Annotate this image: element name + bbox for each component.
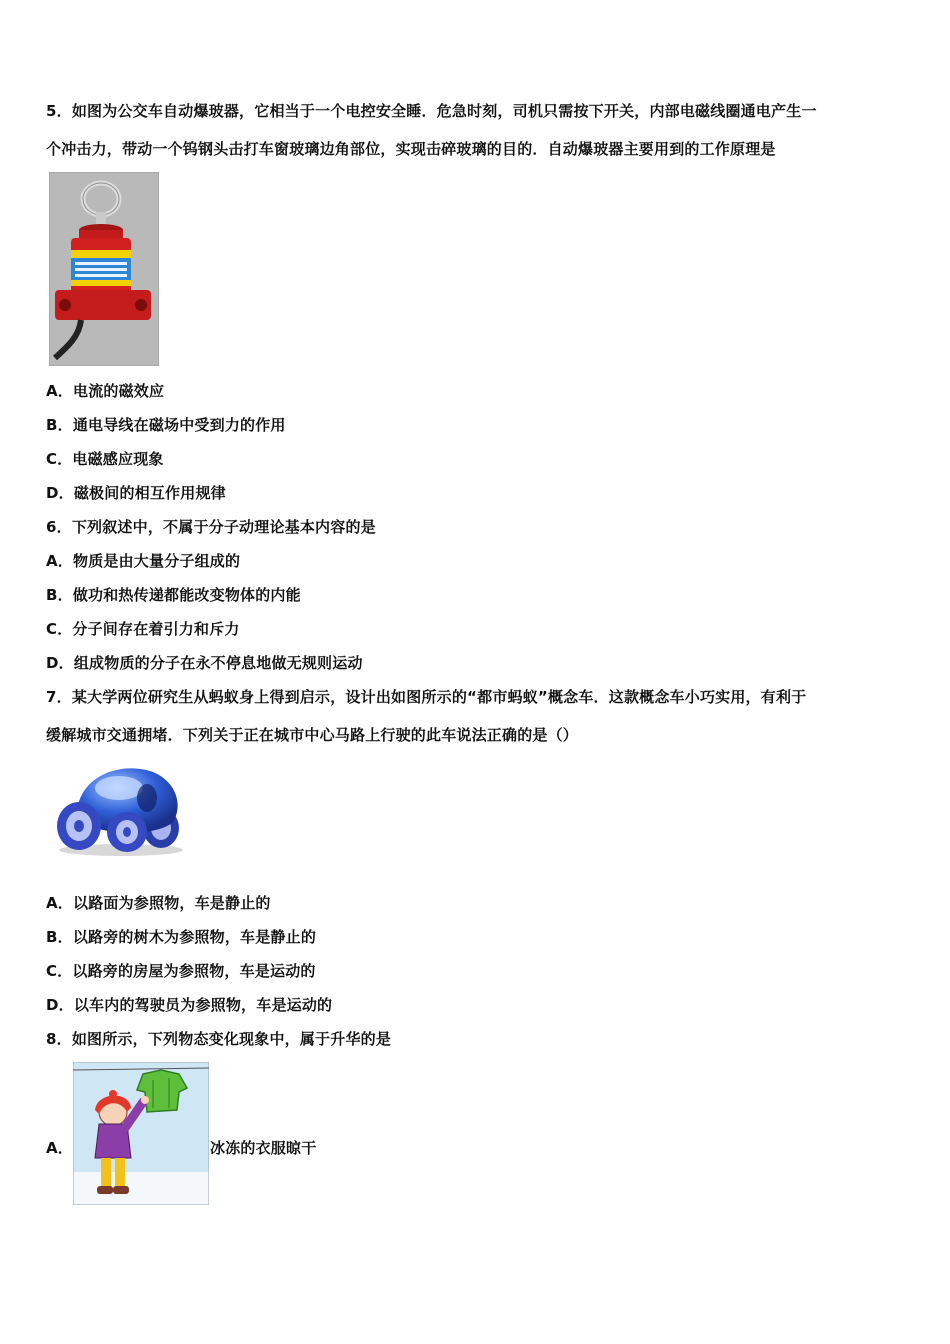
q5-option-d: D．磁极间的相互作用规律: [46, 484, 226, 502]
q5-option-a: A．电流的磁效应: [46, 382, 165, 400]
bus-window-breaker-image: [49, 172, 159, 366]
q7-option-d: D．以车内的驾驶员为参照物，车是运动的: [46, 996, 333, 1014]
q5-option-c: C．电磁感应现象: [46, 450, 164, 468]
frozen-clothes-drying-image: [73, 1062, 209, 1205]
q5-stem-line1: 5．如图为公交车自动爆玻器，它相当于一个电控安全睡．危急时刻，司机只需按下开关，内部电磁线圈通电产生一: [46, 102, 817, 120]
q6-option-c: C．分子间存在着引力和斥力: [46, 620, 240, 638]
q5-stem-line2: 个冲击力，带动一个钨钢头击打车窗玻璃边角部位，实现击碎玻璃的目的．自动爆玻器主要用到的工作原理是: [46, 140, 776, 158]
q6-option-d: D．组成物质的分子在永不停息地做无规则运动: [46, 654, 363, 672]
q8-option-a-text: 冰冻的衣服晾干: [210, 1139, 317, 1157]
q6-stem: 6．下列叙述中，不属于分子动理论基本内容的是: [46, 518, 376, 536]
q6-option-a: A．物质是由大量分子组成的: [46, 552, 241, 570]
q7-option-c: C．以路旁的房屋为参照物，车是运动的: [46, 962, 316, 980]
q7-stem-line2: 缓解城市交通拥堵．下列关于正在城市中心马路上行驶的此车说法正确的是（）: [46, 726, 579, 744]
q8-option-a-label: A．: [46, 1139, 74, 1157]
q7-option-a: A．以路面为参照物，车是静止的: [46, 894, 271, 912]
q7-option-b: B．以路旁的树木为参照物，车是静止的: [46, 928, 317, 946]
q7-stem-line1: 7．某大学两位研究生从蚂蚁身上得到启示，设计出如图所示的“都市蚂蚁”概念车．这款概念车小巧实用，有利于: [46, 688, 807, 706]
q8-stem: 8．如图所示，下列物态变化现象中，属于升华的是: [46, 1030, 392, 1048]
q6-option-b: B．做功和热传递都能改变物体的内能: [46, 586, 301, 604]
q5-option-b: B．通电导线在磁场中受到力的作用: [46, 416, 286, 434]
city-ant-concept-car-image: [49, 758, 191, 858]
